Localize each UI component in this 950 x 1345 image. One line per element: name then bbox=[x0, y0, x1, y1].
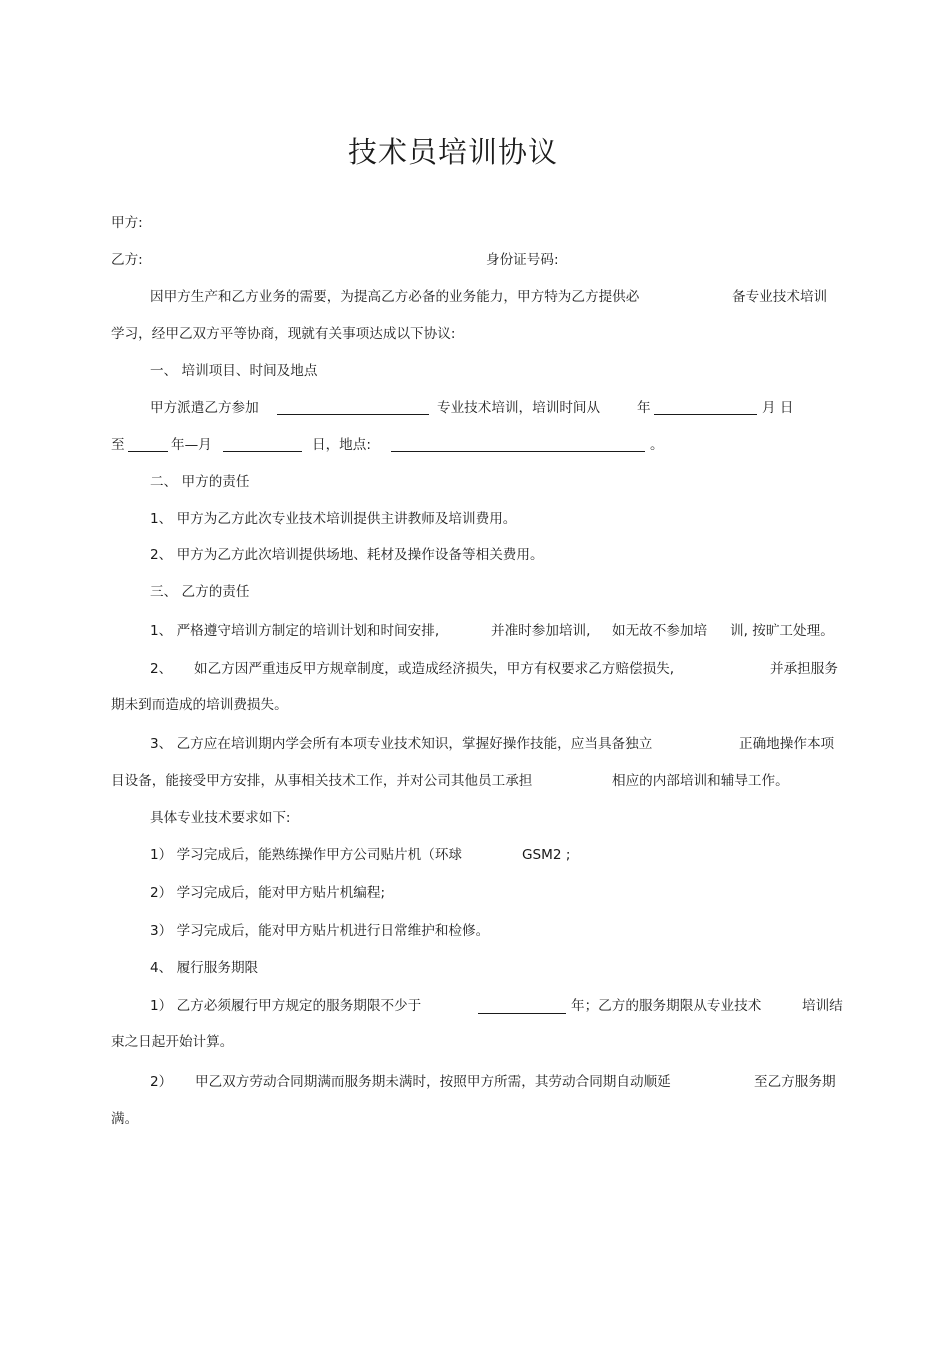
list-item: 如无故不参加培 bbox=[612, 623, 708, 639]
party-a-label: 甲方: bbox=[111, 215, 143, 231]
list-item: 相应的内部培训和辅导工作。 bbox=[612, 773, 789, 789]
list-item: 1、 严格遵守培训方制定的培训计划和时间安排, bbox=[150, 623, 440, 639]
section-text: 至 bbox=[111, 437, 125, 453]
section-text: 月 日 bbox=[762, 400, 794, 416]
document-title: 技术员培训协议 bbox=[347, 135, 558, 169]
intro-text: 因甲方生产和乙方业务的需要，为提高乙方必备的业务能力，甲方特为乙方提供必 bbox=[150, 289, 640, 305]
list-item: 2） bbox=[150, 1074, 173, 1090]
list-item: 2） 学习完成后，能对甲方贴片机编程; bbox=[150, 885, 386, 901]
id-number-label: 身份证号码: bbox=[486, 252, 559, 268]
section-text: 专业技术培训，培训时间从 bbox=[437, 400, 601, 416]
list-item: 培训结 bbox=[802, 998, 843, 1014]
intro-text: 备专业技术培训 bbox=[732, 289, 828, 305]
list-item: 期未到而造成的培训费损失。 bbox=[111, 697, 288, 713]
section-heading: 一、 培训项目、时间及地点 bbox=[150, 363, 318, 379]
list-item: 正确地操作本项 bbox=[739, 736, 835, 752]
section-text: 。 bbox=[650, 437, 664, 453]
list-item: 束之日起开始计算。 bbox=[111, 1034, 234, 1050]
list-item: 2、 甲方为乙方此次培训提供场地、耗材及操作设备等相关费用。 bbox=[150, 547, 544, 563]
list-item: 1） 乙方必须履行甲方规定的服务期限不少于 bbox=[150, 998, 422, 1014]
list-item: 年；乙方的服务期限从专业技术 bbox=[571, 998, 762, 1014]
list-item: 甲乙双方劳动合同期满而服务期未满时，按照甲方所需，其劳动合同期自动顺延 bbox=[195, 1074, 671, 1090]
location-blank bbox=[391, 451, 645, 452]
end-year-blank bbox=[128, 451, 168, 452]
section-text: 具体专业技术要求如下: bbox=[150, 810, 291, 826]
section-heading: 4、 履行服务期限 bbox=[150, 960, 259, 976]
section-heading: 二、 甲方的责任 bbox=[150, 474, 250, 490]
end-day-blank bbox=[223, 451, 302, 452]
intro-text: 学习，经甲乙双方平等协商，现就有关事项达成以下协议: bbox=[111, 326, 456, 342]
list-item: 目设备，能接受甲方安排，从事相关技术工作，并对公司其他员工承担 bbox=[111, 773, 533, 789]
section-text: 日，地点: bbox=[312, 437, 371, 453]
party-b-label: 乙方: bbox=[111, 252, 143, 268]
list-item: 满。 bbox=[111, 1111, 139, 1127]
service-years-blank bbox=[478, 1013, 566, 1014]
list-item: 并承担服务 bbox=[770, 661, 838, 677]
section-text: 年—月 bbox=[171, 437, 212, 453]
list-item: 并准时参加培训, bbox=[491, 623, 591, 639]
list-item: 3） 学习完成后，能对甲方贴片机进行日常维护和检修。 bbox=[150, 923, 490, 939]
list-item: 如乙方因严重违反甲方规章制度，或造成经济损失，甲方有权要求乙方赔偿损失, bbox=[194, 661, 675, 677]
section-heading: 三、 乙方的责任 bbox=[150, 584, 250, 600]
list-item: GSM2 ; bbox=[522, 847, 571, 863]
start-month-blank bbox=[654, 414, 757, 415]
list-item: 2、 bbox=[150, 661, 173, 677]
list-item: 训, 按旷工处理。 bbox=[730, 623, 834, 639]
section-text: 甲方派遣乙方参加 bbox=[150, 400, 259, 416]
section-text: 年 bbox=[637, 400, 651, 416]
training-project-blank bbox=[277, 414, 429, 415]
list-item: 1） 学习完成后，能熟练操作甲方公司贴片机（环球 bbox=[150, 847, 463, 863]
list-item: 至乙方服务期 bbox=[754, 1074, 836, 1090]
list-item: 3、 乙方应在培训期内学会所有本项专业技术知识，掌握好操作技能，应当具备独立 bbox=[150, 736, 653, 752]
list-item: 1、 甲方为乙方此次专业技术培训提供主讲教师及培训费用。 bbox=[150, 511, 517, 527]
